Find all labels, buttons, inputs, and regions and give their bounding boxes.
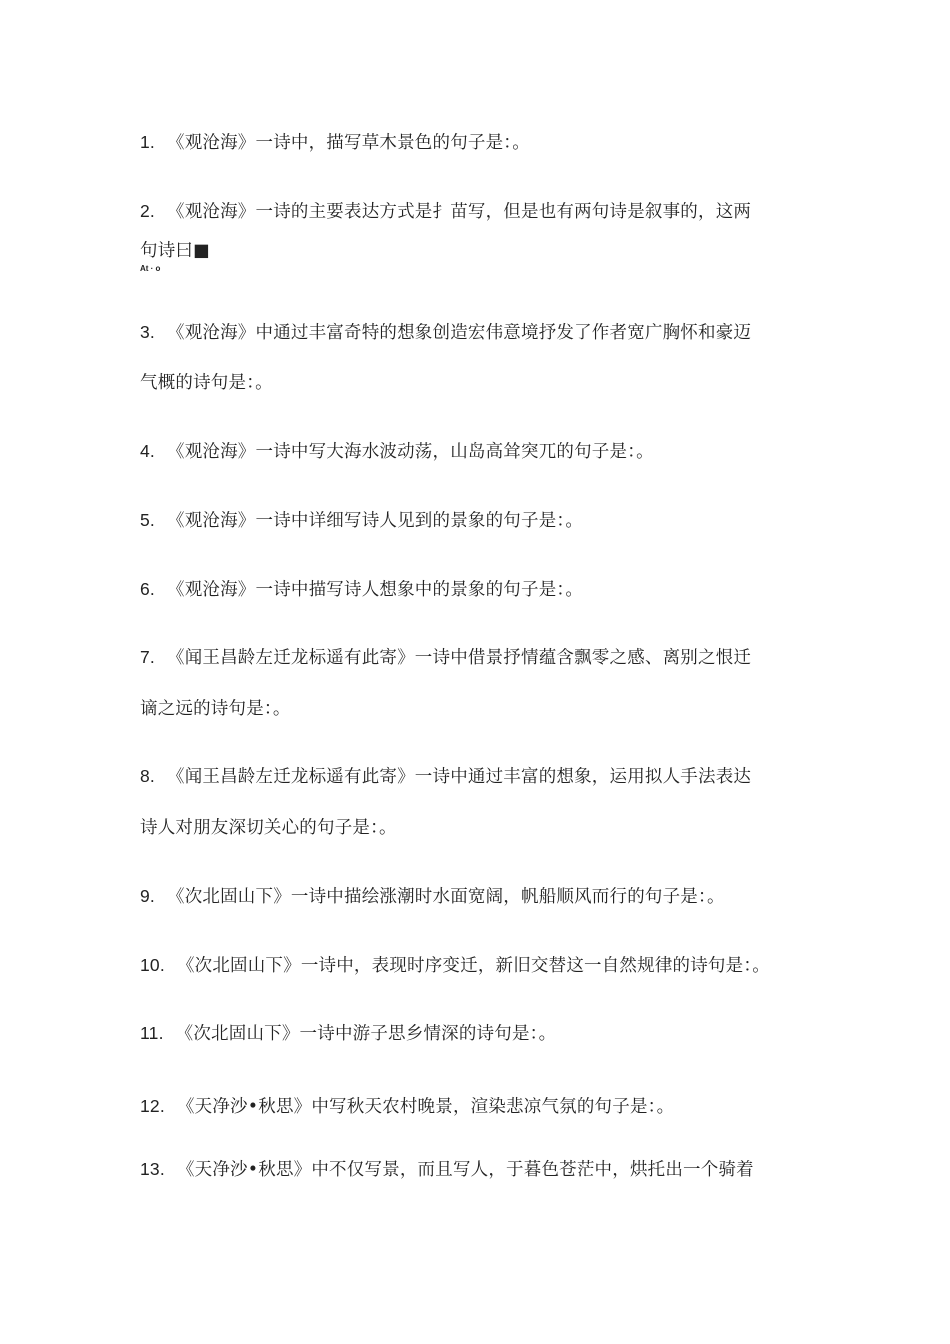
question-8-line-2 <box>140 816 397 840</box>
question-text: 《次北固山下》一诗中游子思乡情深的诗句是：。 <box>175 1024 557 1044</box>
question-7-line-2 <box>140 697 291 721</box>
question-text-continued: 句诗曰■ <box>140 241 210 261</box>
question-1 <box>140 130 530 155</box>
question-number: 6. <box>140 579 155 599</box>
question-8 <box>140 764 751 789</box>
question-6 <box>140 577 583 602</box>
question-text: 《次北固山下》一诗中，表现时序变迁，新旧交替这一自然规律的诗句是：。 <box>176 956 770 976</box>
question-text: 《天净沙•秋思》中写秋天农村晚景，渲染悲凉气氛的句子是：。 <box>176 1097 675 1117</box>
scan-artifact-text: At · o <box>140 264 161 273</box>
question-text-continued: 气概的诗句是：。 <box>140 373 273 393</box>
question-9 <box>140 884 725 909</box>
question-2-line-2 <box>140 239 210 263</box>
question-text: 《观沧海》一诗中详细写诗人见到的景象的句子是：。 <box>167 511 584 531</box>
question-number: 11. <box>140 1023 164 1043</box>
question-number: 5. <box>140 510 155 530</box>
question-text: 《闻王昌龄左迁龙标遥有此寄》一诗中借景抒情蕴含飘零之感、离别之恨迁 <box>167 648 752 668</box>
question-number: 10. <box>140 955 165 975</box>
question-number: 1. <box>140 132 155 152</box>
question-3-line-2 <box>140 371 273 395</box>
question-number: 13. <box>140 1159 165 1179</box>
question-text-continued: 谪之远的诗句是：。 <box>140 699 291 719</box>
question-number: 12. <box>140 1096 165 1116</box>
question-number: 4. <box>140 441 155 461</box>
question-number: 9. <box>140 886 155 906</box>
question-text: 《观沧海》一诗的主要表达方式是扌苗写，但是也有两句诗是叙事的，这两 <box>167 202 752 222</box>
question-number: 7. <box>140 647 155 667</box>
question-text: 《天净沙•秋思》中不仅写景，而且写人，于暮色苍茫中，烘托出一个骑着 <box>176 1160 754 1180</box>
question-number: 2. <box>140 201 155 221</box>
question-text-continued: 诗人对朋友深切关心的句子是：。 <box>140 818 397 838</box>
question-text: 《观沧海》一诗中，描写草木景色的句子是：。 <box>167 133 530 153</box>
question-12 <box>140 1094 674 1119</box>
question-13 <box>140 1157 754 1182</box>
question-text: 《观沧海》中通过丰富奇特的想象创造宏伟意境抒发了作者宽广胸怀和豪迈 <box>167 323 752 343</box>
question-text: 《观沧海》一诗中写大海水波动荡，山岛高耸突兀的句子是：。 <box>167 442 654 462</box>
question-10 <box>140 953 770 978</box>
question-text: 《闻王昌龄左迁龙标遥有此寄》一诗中通过丰富的想象，运用拟人手法表达 <box>167 767 752 787</box>
question-7 <box>140 645 751 670</box>
question-2 <box>140 199 751 224</box>
question-3 <box>140 320 751 345</box>
question-11 <box>140 1021 556 1046</box>
question-text: 《次北固山下》一诗中描绘涨潮时水面宽阔，帆船顺风而行的句子是：。 <box>167 887 725 907</box>
question-number: 8. <box>140 766 155 786</box>
question-text: 《观沧海》一诗中描写诗人想象中的景象的句子是：。 <box>167 580 584 600</box>
question-5 <box>140 508 583 533</box>
question-number: 3. <box>140 322 155 342</box>
question-4 <box>140 439 654 464</box>
